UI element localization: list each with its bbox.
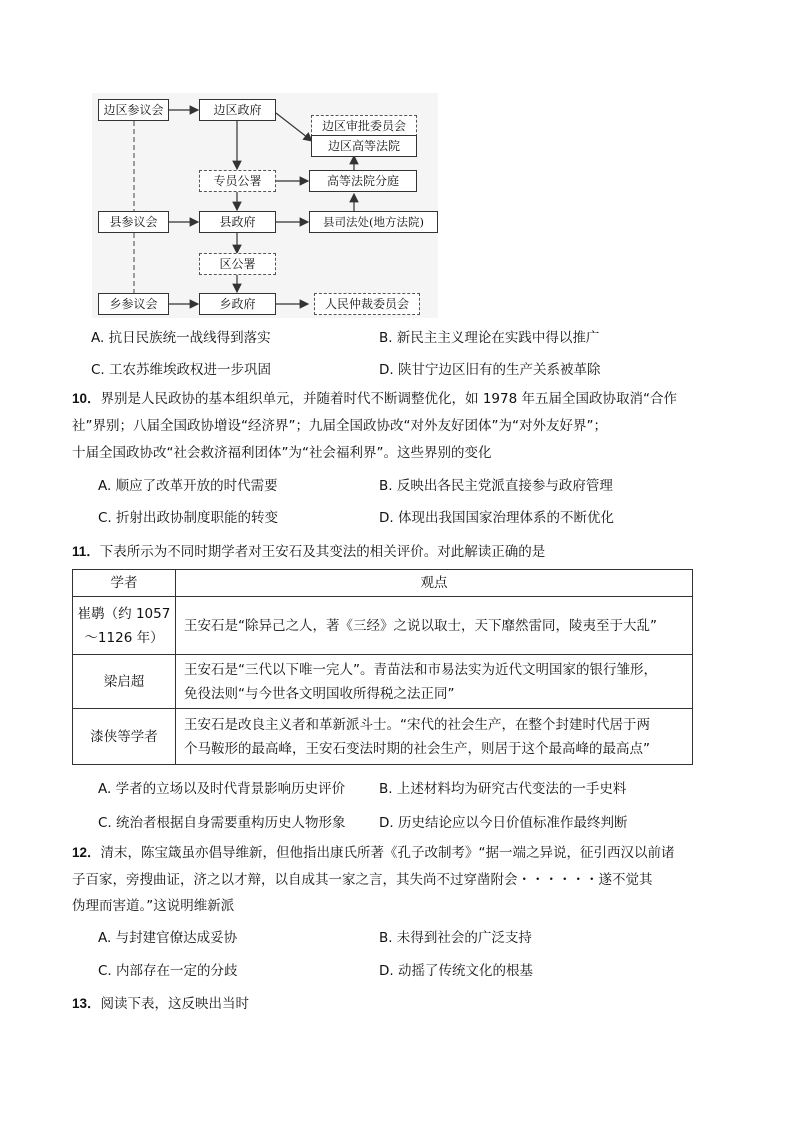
border-council-box: 边区参议会 bbox=[98, 99, 169, 121]
q12-stem-line2: 子百家，旁搜曲证，济之以才辩，以自成其一家之言，其失尚不过穿凿附会・・・・・・遂不觉其 bbox=[72, 872, 653, 888]
q10-option-c[interactable]: C. 折射出政协制度职能的转变 bbox=[98, 510, 279, 526]
q12-option-a[interactable]: A. 与封建官僚达成妥协 bbox=[98, 930, 238, 946]
q10-stem-line2: 社”界别；八届全国政协增设“经济界”；九届全国政协改“对外友好团体”为“对外友好界”； bbox=[72, 418, 607, 434]
q10-option-d[interactable]: D. 体现出我国国家治理体系的不断优化 bbox=[379, 510, 614, 526]
q13-stem-text: 阅读下表，这反映出当时 bbox=[100, 996, 250, 1012]
q13-number: 13． bbox=[72, 996, 101, 1011]
header-view: 观点 bbox=[176, 570, 693, 597]
view-line2: 免役法则“与今世各文明国收所得税之法正同” bbox=[184, 685, 455, 702]
scholar-name-line1: 漆侠等学者 bbox=[90, 728, 158, 745]
table-row bbox=[73, 597, 693, 655]
county-council-box: 县参议会 bbox=[98, 211, 169, 233]
q13-stem bbox=[72, 994, 249, 1014]
q12-option-b[interactable]: B. 未得到社会的广泛支持 bbox=[379, 930, 532, 946]
q9-option-c[interactable]: C. 工农苏维埃政权进一步巩固 bbox=[91, 362, 272, 378]
q10-stem-line3: 十届全国政协改“社会救济福利团体”为“社会福利界”。这些界别的变化 bbox=[72, 445, 492, 461]
county-government-box: 县政府 bbox=[199, 211, 276, 233]
scholar-cell bbox=[73, 597, 176, 655]
view-cell bbox=[176, 655, 693, 709]
q10-stem-line1 bbox=[72, 389, 677, 409]
view-cell bbox=[176, 709, 693, 765]
scholar-name-line1: 梁启超 bbox=[103, 673, 145, 690]
arbitration-committee-box: 人民仲裁委员会 bbox=[314, 293, 420, 315]
q10-number: 10． bbox=[72, 391, 101, 406]
q11-stem bbox=[72, 542, 545, 562]
q9-option-a[interactable]: A. 抗日民族统一战线得到落实 bbox=[91, 330, 271, 346]
q12-stem-text-1: 清末，陈宝箴虽亦倡导维新，但他指出康氏所著《孔子改制考》“据一端之异说，征引西汉以前诸 bbox=[100, 845, 675, 861]
q12-option-c[interactable]: C. 内部存在一定的分歧 bbox=[98, 963, 238, 979]
q11-option-a[interactable]: A. 学者的立场以及时代背景影响历史评价 bbox=[98, 781, 346, 797]
q10-stem-text-1: 界别是人民政协的基本组织单元，并随着时代不断调整优化，如 1978 年五届全国政协取消“合作 bbox=[100, 391, 677, 407]
scholar-name-line1: 崔鹖（约 1057 bbox=[77, 605, 171, 622]
q9-option-d[interactable]: D. 陕甘宁边区旧有的生产关系被革除 bbox=[379, 362, 601, 378]
view-line2: 个马鞍形的最高峰，王安石变法时期的社会生产，则居于这个最高峰的最高点” bbox=[184, 740, 650, 757]
header-scholar: 学者 bbox=[73, 570, 176, 597]
q12-number: 12． bbox=[72, 845, 101, 860]
q11-stem-text: 下表所示为不同时期学者对王安石及其变法的相关评价。对此解读正确的是 bbox=[99, 544, 546, 560]
table-header-row bbox=[73, 570, 693, 597]
q11-option-d[interactable]: D. 历史结论应以今日价值标准作最终判断 bbox=[379, 815, 628, 831]
scholar-cell bbox=[73, 655, 176, 709]
government-structure-diagram bbox=[92, 93, 438, 318]
prefect-office-box: 专员公署 bbox=[199, 170, 276, 192]
table-row bbox=[73, 709, 693, 765]
q12-stem-line3: 伪理而害道。”这说明维新派 bbox=[72, 898, 235, 914]
border-high-court-box: 边区高等法院 bbox=[311, 135, 417, 157]
view-cell bbox=[176, 597, 693, 655]
district-office-box: 区公署 bbox=[199, 253, 276, 275]
border-government-box: 边区政府 bbox=[199, 99, 276, 121]
view-line1: 王安石是“三代以下唯一完人”。青苗法和市易法实为近代文明国家的银行雏形， bbox=[184, 661, 657, 678]
q11-number: 11． bbox=[72, 544, 100, 559]
q10-option-a[interactable]: A. 顺应了改革开放的时代需要 bbox=[98, 478, 278, 494]
table-row bbox=[73, 655, 693, 709]
township-government-box: 乡政府 bbox=[199, 293, 276, 315]
q11-option-b[interactable]: B. 上述材料均为研究古代变法的一手史料 bbox=[379, 781, 627, 797]
q12-option-d[interactable]: D. 动摇了传统文化的根基 bbox=[379, 963, 533, 979]
high-court-branch-box: 高等法院分庭 bbox=[309, 170, 417, 192]
q10-option-b[interactable]: B. 反映出各民主党派直接参与政府管理 bbox=[379, 478, 613, 494]
q12-stem-line1 bbox=[72, 843, 675, 863]
q11-option-c[interactable]: C. 统治者根据自身需要重构历史人物形象 bbox=[98, 815, 346, 831]
q9-option-b[interactable]: B. 新民主主义理论在实践中得以推广 bbox=[379, 330, 600, 346]
border-review-committee-box: 边区审批委员会 bbox=[311, 115, 417, 137]
township-council-box: 乡参议会 bbox=[98, 293, 169, 315]
scholar-cell bbox=[73, 709, 176, 765]
scholar-name-line2: ～1126 年） bbox=[84, 629, 164, 646]
county-judicial-box: 县司法处(地方法院) bbox=[309, 211, 438, 233]
view-line1: 王安石是改良主义者和革新派斗士。“宋代的社会生产，在整个封建时代居于两 bbox=[184, 716, 650, 733]
view-line1: 王安石是“除异己之人，著《三经》之说以取士，天下靡然雷同，陵夷至于大乱” bbox=[184, 617, 657, 634]
q11-evaluation-table bbox=[72, 569, 693, 765]
